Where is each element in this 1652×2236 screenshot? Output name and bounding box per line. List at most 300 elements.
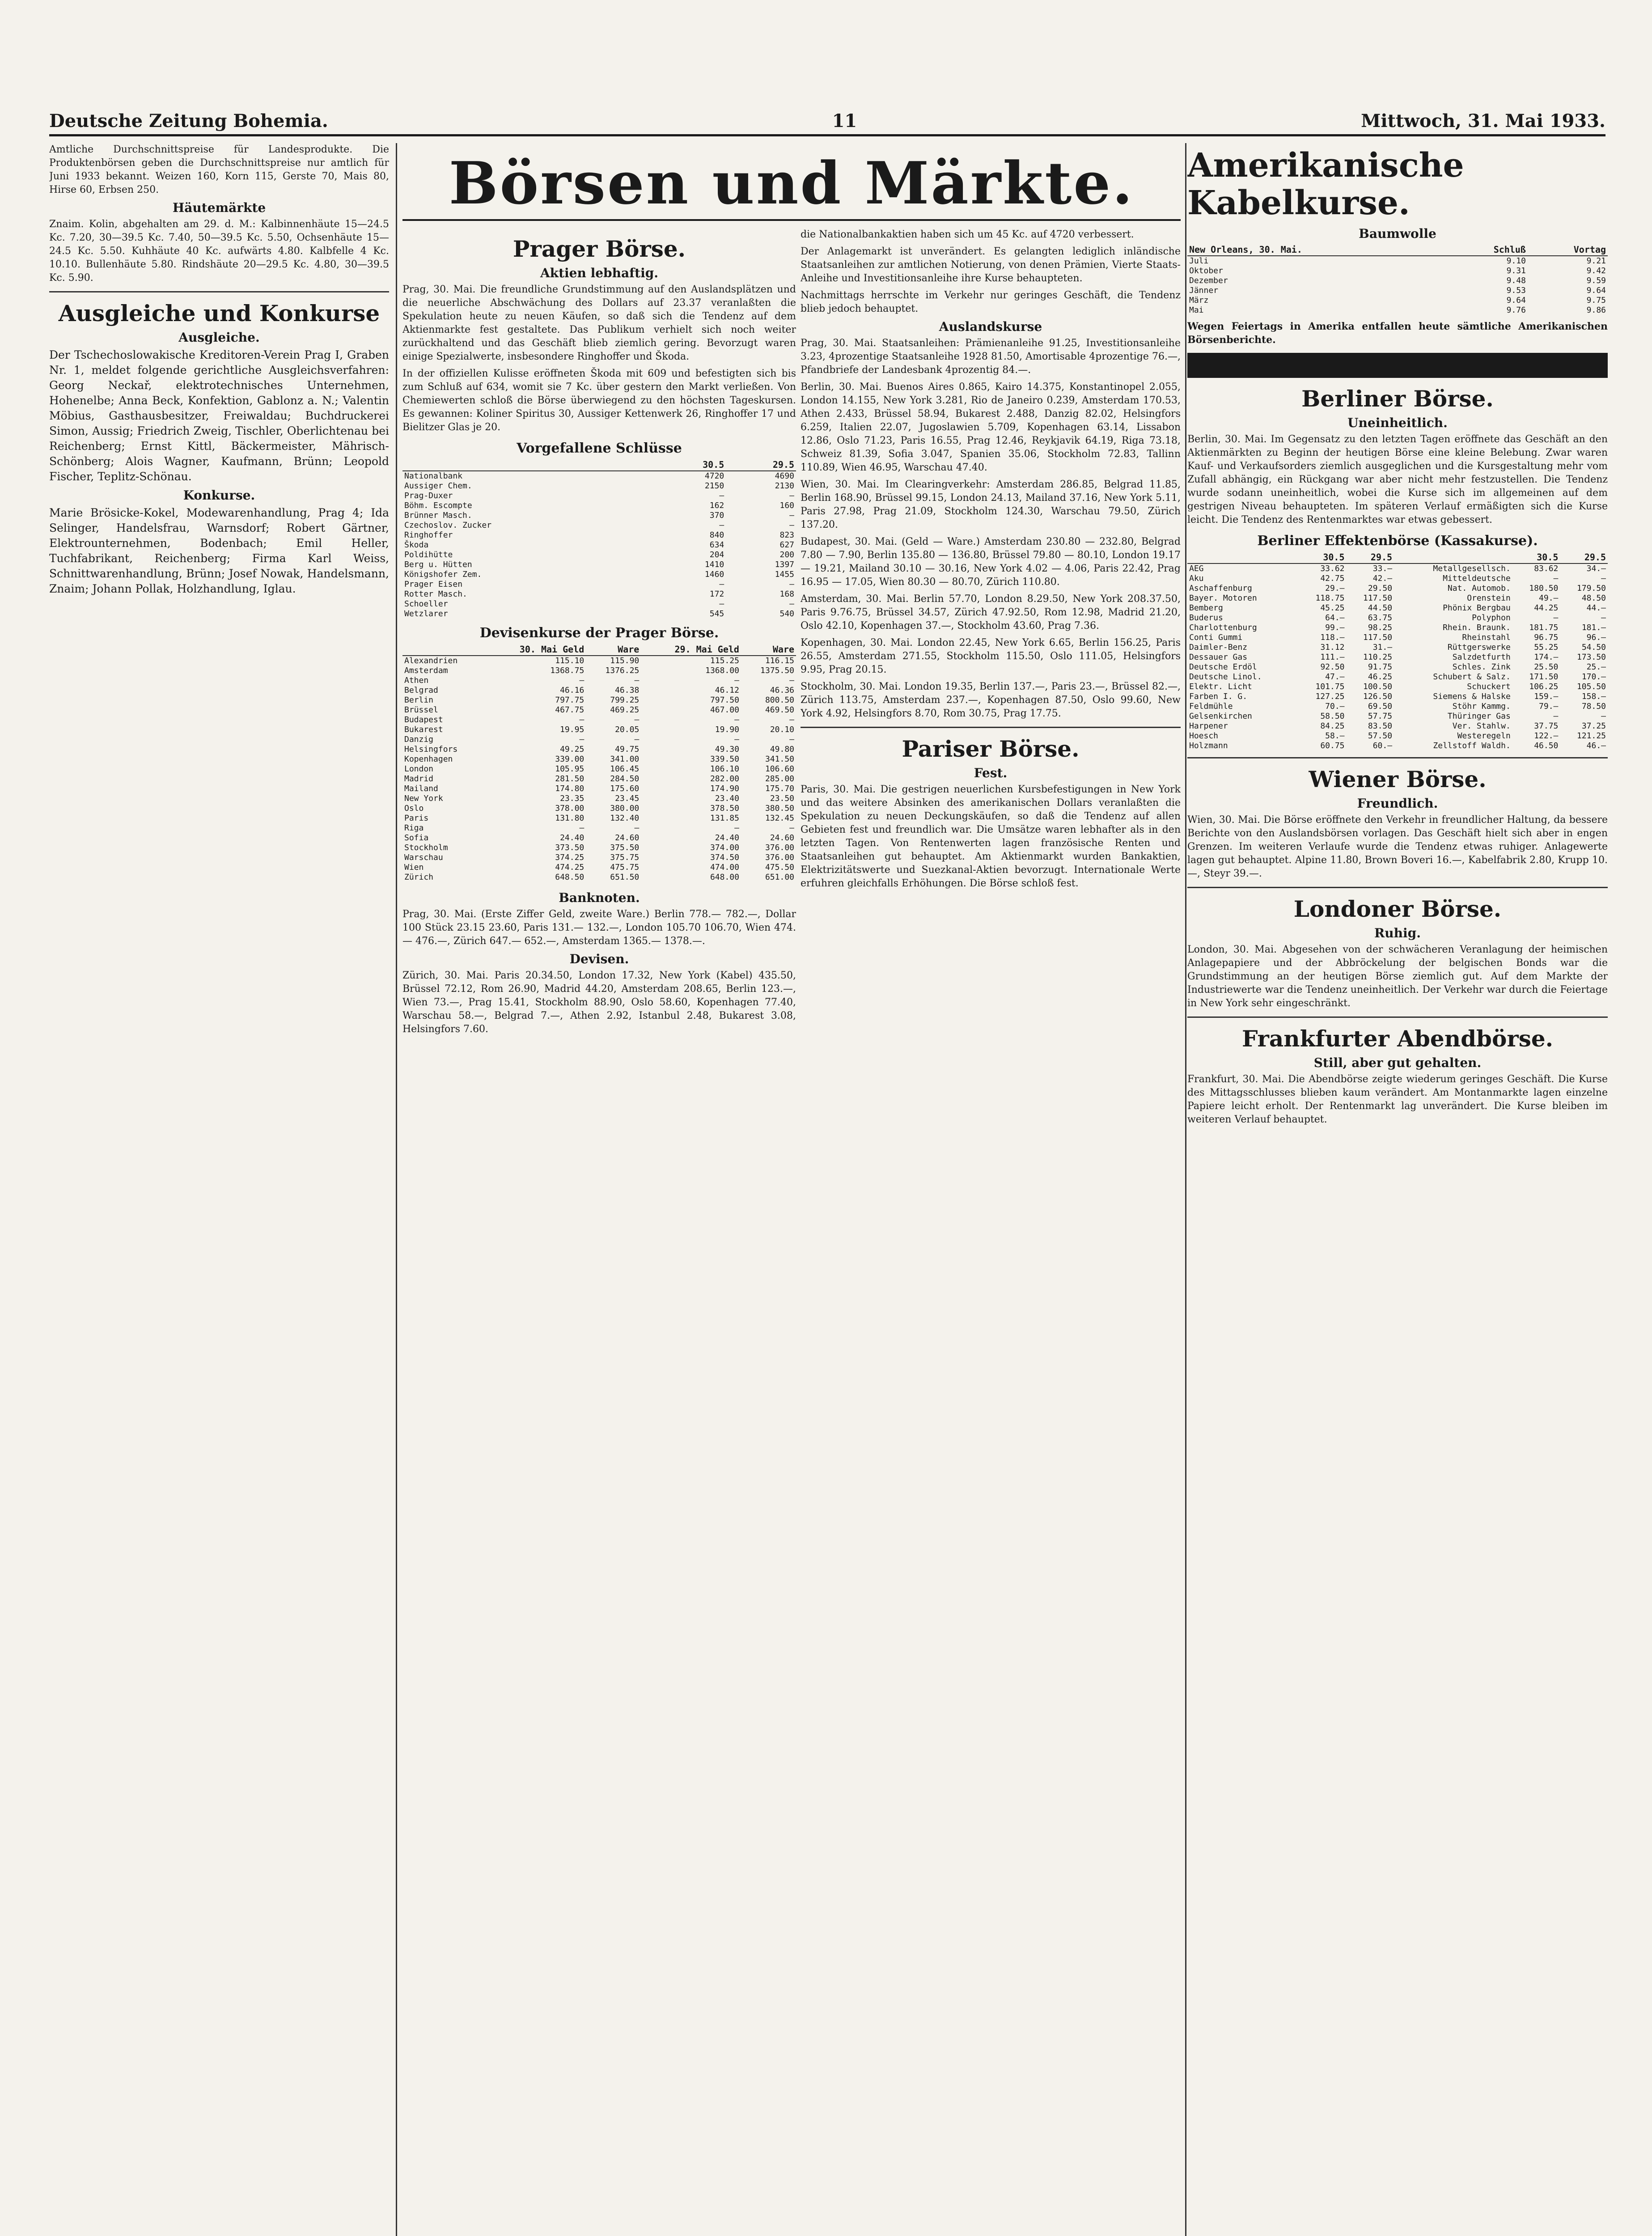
currency-head-cell: Ware <box>741 644 796 656</box>
effect-cell: 106.25 <box>1529 682 1559 691</box>
effect-cell: Schuckert <box>1467 682 1511 691</box>
shares-cell: 1397 <box>775 560 794 569</box>
shares-cell: 634 <box>709 540 724 550</box>
cotton-cell: 9.10 <box>1506 256 1526 266</box>
cotton-row <box>1187 276 1608 286</box>
header-paper-name: Deutsche Zeitung Bohemia. <box>49 110 328 131</box>
shares-cell: — <box>789 521 794 530</box>
currency-cell: 467.00 <box>710 705 739 715</box>
effect-cell: Rhein. Braunk. <box>1443 623 1511 632</box>
shares-cell: Aussiger Chem. <box>404 481 472 491</box>
currency-cell: 475.50 <box>765 863 794 872</box>
cotton-cell: 9.86 <box>1586 305 1606 315</box>
effect-cell: — <box>1601 711 1606 721</box>
currency-cell: — <box>634 676 640 685</box>
effect-cell: Buderus <box>1189 613 1223 623</box>
cotton-row <box>1187 305 1608 315</box>
effect-cell: 37.25 <box>1581 721 1606 731</box>
column-1 <box>49 143 389 2236</box>
currency-cell: Athen <box>404 676 429 685</box>
effect-cell: 105.50 <box>1576 682 1606 691</box>
currency-cell: — <box>789 676 794 685</box>
wien-bourse-subtitle: Freundlich. <box>1357 796 1438 811</box>
currency-cell: — <box>789 735 794 744</box>
effect-cell: 118.— <box>1320 633 1345 642</box>
prague-bourse-title: Prager Börse. <box>513 236 686 262</box>
effect-cell: Deutsche Erdöl <box>1189 662 1257 672</box>
currency-cell: 174.90 <box>710 784 739 793</box>
paris-bourse-text: Paris, 30. Mai. Die gestrigen neuerlichen Kursbefestigungen in New York und das weitere Absinken des amerikanischen Dollars veranlaßten die Spekulation zu neuen Deckungskäufen, so daß die Tendenz auf allen Gebieten fest und freundlich war. Die Umsätze waren lebhafter als in den letzten Tagen. Von Rentenwerten lagen französische Renten und Staatsanleihen gut behauptet. Am Aktienmarkt wurden Bankaktien, Elektrizitätswerte und Suezkanal-Aktien bevorzugt. Internationale Werte erfuhren gleichfalls Erhöhungen. Die Börse schloß fest. <box>801 784 1181 889</box>
prague-bourse-text: Prag, 30. Mai. Die freundliche Grundstimmung auf den Auslandsplätzen und die neuerliche Abschwächung des Dollars auf 23.37 veranlaßten die Spekulation heute zu neuen Käufen, so daß sich die Tendenz auf dem Aktienmarkte fest gestaltete. Das Publikum verhielt sich noch weiter zurückhaltend und das Geschäft blieb ziemlich gering. Bevorzugt waren einige Spezialwerte, insbesondere Ringhoffer und Škoda. <box>402 284 796 362</box>
currency-cell: 341.50 <box>765 754 794 764</box>
paris-bourse-subtitle: Fest. <box>974 766 1008 780</box>
berlin-rates-text: Berlin, 30. Mai. Buenos Aires 0.865, Kairo 14.375, Konstantinopel 2.055, London 14.155, New York 3.281, Rio de Janeiro 0.239, Amsterdam 170.53, Athen 2.433, Brüssel 58.94, Bukarest 2.488, Danzig 82.02, Helsingfors 6.259, Italien 22.07, Jugoslawien 5.709, Kopenhagen 63.14, Lissabon 12.86, Oslo 71.23, Paris 16.55, Prag 12.46, Reykjavik 64.19, Riga 73.18, Schweiz 81.39, Sofia 3.047, Spanien 35.06, Stockholm 72.83, Tallinn 110.89, Wien 46.95, Warschau 47.40. <box>801 381 1181 473</box>
shares-row <box>402 540 796 550</box>
shares-row <box>402 491 796 501</box>
currency-cell: 132.40 <box>610 813 640 823</box>
currency-cell: 46.38 <box>615 686 640 695</box>
currency-cell: 800.50 <box>765 695 794 705</box>
currency-cell: 378.50 <box>710 804 739 813</box>
header-page-number: 11 <box>832 110 857 131</box>
currency-cell: 49.75 <box>615 745 640 754</box>
currency-cell: 46.12 <box>715 686 739 695</box>
effect-cell: Gelsenkirchen <box>1189 711 1252 721</box>
budapest-rates-text: Budapest, 30. Mai. (Geld — Ware.) Amsterdam 230.80 — 232.80, Belgrad 7.80 — 7.90, Berlin 135.80 — 136.80, Brüssel 79.80 — 80.10, London 19.17 — 19.21, Mailand 30.10 — 30.16, New York 4.02 — 4.06, Paris 22.42, Prag 16.95 — 17.05, Wien 80.30 — 80.70, Zürich 110.80. <box>801 536 1181 588</box>
currency-row <box>402 754 796 764</box>
shares-row <box>402 511 796 521</box>
currency-cell: New York <box>404 794 443 803</box>
effect-cell: — <box>1601 574 1606 583</box>
shares-row <box>402 599 796 609</box>
cotton-cell: 9.64 <box>1506 296 1526 305</box>
effect-table <box>1187 551 1608 751</box>
bankruptcy-text: Marie Brösicke-Kokel, Modewarenhandlung, Prag 4; Ida Selinger, Handelsfrau, Warnsdorf; Robert Gärtner, Elektrounternehmen, Bodenbach; Emil Heller, Tuchfabrikant, Reichenberg; Firma Karl Weiss, Schnittwarenhandlung, Brünn; Josef Nowak, Handelsmann, Znaim; Johann Pollak, Holzhandlung, Iglau. <box>49 506 389 595</box>
currency-cell: 175.70 <box>765 784 794 793</box>
effect-cell: 98.25 <box>1368 623 1393 632</box>
effect-cell: 171.50 <box>1529 672 1559 682</box>
currency-row <box>402 764 796 774</box>
shares-cell: 823 <box>779 530 794 540</box>
shares-cell: Škoda <box>404 540 429 550</box>
cotton-cell: 9.64 <box>1586 286 1606 295</box>
column-rule <box>396 143 397 2236</box>
shares-cell: 160 <box>779 501 794 510</box>
effect-cell: Salzdetfurth <box>1452 652 1511 662</box>
effect-cell: Thüringer Gas <box>1447 711 1511 721</box>
paris-bourse-title: Pariser Börse. <box>902 736 1080 762</box>
shares-cell: 840 <box>709 530 724 540</box>
shares-table <box>402 459 796 619</box>
shares-row <box>402 560 796 570</box>
currency-cell: — <box>734 823 739 833</box>
effect-cell: 79.— <box>1539 702 1559 711</box>
effect-row <box>1187 662 1608 672</box>
currency-cell: — <box>634 823 640 833</box>
currency-cell: 380.50 <box>765 804 794 813</box>
shares-row <box>402 471 796 481</box>
currency-cell: Alexandrien <box>404 656 458 665</box>
effect-cell: 122.— <box>1534 731 1559 741</box>
currency-cell: 1376.25 <box>605 666 640 675</box>
effect-cell: Bemberg <box>1189 603 1223 613</box>
currency-cell: 474.00 <box>710 863 739 872</box>
effect-cell: 110.25 <box>1363 652 1393 662</box>
currency-cell: 648.00 <box>710 872 739 882</box>
effect-cell: 46.25 <box>1368 672 1393 682</box>
effect-cell: 60.75 <box>1320 741 1345 750</box>
currency-cell: 105.95 <box>555 764 585 774</box>
currency-cell: — <box>579 823 585 833</box>
effect-cell: 174.— <box>1534 652 1559 662</box>
currency-cell: 24.40 <box>560 833 585 843</box>
effect-cell: 64.— <box>1325 613 1345 623</box>
effect-row <box>1187 574 1608 584</box>
effect-cell: 179.50 <box>1576 584 1606 593</box>
market-intro-text-2: Der Anlagemarkt ist unverändert. Es gelangten lediglich inländische Staatsanleihen zur amtlichen Notierung, von denen Prämien, Vierte Staats-Anleihe und Investitionsanleihe ihre Kurse behaupteten. <box>801 246 1181 284</box>
effect-cell: 46.50 <box>1534 741 1559 750</box>
effect-cell: 83.50 <box>1368 721 1393 731</box>
effect-row <box>1187 711 1608 721</box>
currency-row <box>402 745 796 754</box>
effect-cell: Charlottenburg <box>1189 623 1257 632</box>
cotton-cell: 9.31 <box>1506 266 1526 275</box>
column-2 <box>402 228 796 2236</box>
currency-cell: — <box>734 715 739 724</box>
currency-cell: 116.15 <box>765 656 794 665</box>
effect-cell: 100.50 <box>1363 682 1393 691</box>
effect-cell: 34.— <box>1586 564 1606 573</box>
cotton-label: Baumwolle <box>1359 226 1436 241</box>
shares-head-cell: 30.5 <box>656 459 726 471</box>
currency-cell: Budapest <box>404 715 443 724</box>
currency-cell: 281.50 <box>555 774 585 783</box>
currency-cell: Bukarest <box>404 725 443 734</box>
currency-cell: 115.25 <box>710 656 739 665</box>
effect-row <box>1187 721 1608 731</box>
currency-cell: 1368.00 <box>705 666 739 675</box>
currency-row <box>402 656 796 666</box>
effect-cell: 84.25 <box>1320 721 1345 731</box>
effect-cell: 47.— <box>1325 672 1345 682</box>
shares-cell: Prager Eisen <box>404 580 463 589</box>
effect-cell: 127.25 <box>1315 692 1345 701</box>
effect-cell: 126.50 <box>1363 692 1393 701</box>
effect-cell: 181.75 <box>1529 623 1559 632</box>
effect-row <box>1187 593 1608 603</box>
currency-cell: — <box>579 676 585 685</box>
effect-cell: — <box>1553 711 1559 721</box>
currency-cell: 469.50 <box>765 705 794 715</box>
currency-table <box>402 644 796 882</box>
currency-cell: Wien <box>404 863 424 872</box>
currency-cell: 797.50 <box>710 695 739 705</box>
effect-row <box>1187 702 1608 711</box>
effect-cell: 31.— <box>1372 643 1393 652</box>
cotton-head-cell: Vortag <box>1528 244 1608 256</box>
currency-cell: 1375.50 <box>760 666 794 675</box>
shares-cell: — <box>719 521 724 530</box>
shares-table-title: Vorgefallene Schlüsse <box>517 440 682 456</box>
effect-head-cell <box>1394 551 1512 563</box>
currency-cell: — <box>789 715 794 724</box>
effect-cell: AEG <box>1189 564 1204 573</box>
shares-cell: Böhm. Escompte <box>404 501 472 510</box>
currency-cell: 49.80 <box>770 745 794 754</box>
currency-cell: 49.25 <box>560 745 585 754</box>
effect-cell: 170.— <box>1581 672 1606 682</box>
effect-cell: Aschaffenburg <box>1189 584 1252 593</box>
shares-row <box>402 501 796 511</box>
effect-cell: 159.— <box>1534 692 1559 701</box>
currency-cell: 46.36 <box>770 686 794 695</box>
effect-head-cell <box>1187 551 1299 563</box>
currency-cell: 115.10 <box>555 656 585 665</box>
shares-cell: 168 <box>779 589 794 599</box>
effect-cell: Schles. Zink <box>1452 662 1511 672</box>
bankruptcy-title: Konkurse. <box>183 488 255 503</box>
currency-cell: — <box>634 715 640 724</box>
effect-table-title: Berliner Effektenbörse (Kassakurse). <box>1257 533 1538 549</box>
effect-cell: Holzmann <box>1189 741 1228 750</box>
main-title: Börsen und Märkte. <box>449 149 1135 217</box>
effect-cell: 70.— <box>1325 702 1345 711</box>
cotton-row <box>1187 266 1608 276</box>
effect-cell: 78.50 <box>1581 702 1606 711</box>
currency-cell: 799.25 <box>610 695 640 705</box>
currency-cell: 376.00 <box>765 853 794 862</box>
effect-cell: 44.50 <box>1368 603 1393 613</box>
currency-cell: Kopenhagen <box>404 754 453 764</box>
currency-cell: Helsingfors <box>404 745 458 754</box>
column-4 <box>1187 143 1608 2236</box>
effect-cell: 181.— <box>1581 623 1606 632</box>
effect-cell: Schubert & Salz. <box>1433 672 1511 682</box>
shares-cell: 540 <box>779 609 794 618</box>
effect-cell: Conti Gummi <box>1189 633 1243 642</box>
effect-cell: 55.25 <box>1534 643 1559 652</box>
effect-cell: Deutsche Linol. <box>1189 672 1262 682</box>
currency-cell: 24.60 <box>615 833 640 843</box>
effect-cell: Feldmühle <box>1189 702 1233 711</box>
effect-cell: Zellstoff Waldh. <box>1433 741 1511 750</box>
shares-cell: 2130 <box>775 481 794 491</box>
effect-cell: Westeregeln <box>1457 731 1511 741</box>
currency-row <box>402 695 796 705</box>
currency-cell: 106.10 <box>710 764 739 774</box>
effect-cell: Rheinstahl <box>1462 633 1511 642</box>
effect-cell: 173.50 <box>1576 652 1606 662</box>
cotton-cell: 9.53 <box>1506 286 1526 295</box>
currency-cell: Riga <box>404 823 424 833</box>
currency-row <box>402 813 796 823</box>
effect-cell: Nat. Automob. <box>1447 584 1511 593</box>
currency-cell: 23.45 <box>615 794 640 803</box>
effect-cell: 29.— <box>1325 584 1345 593</box>
currency-cell: London <box>404 764 434 774</box>
prague-bourse-subtitle: Aktien lebhaftig. <box>540 266 659 280</box>
shares-cell: — <box>789 599 794 609</box>
currency-cell: 475.75 <box>610 863 640 872</box>
produce-prices-text: Amtliche Durchschnittspreise für Landesprodukte. Die Produktenbörsen geben die Durchschnittspreise nur amtlich für Juni 1933 bekannt. Weizen 160, Korn 115, Gerste 70, Mais 80, Hirse 60, Erbsen 250. <box>49 144 389 195</box>
cotton-cell: 9.42 <box>1586 266 1606 275</box>
currency-cell: 374.50 <box>710 853 739 862</box>
title-rule <box>402 219 1181 221</box>
currency-cell: 374.00 <box>710 843 739 852</box>
currency-cell: 24.60 <box>770 833 794 843</box>
currency-row <box>402 666 796 676</box>
wien-bourse-title: Wiener Börse. <box>1309 766 1487 792</box>
effect-row <box>1187 731 1608 741</box>
effect-cell: 101.75 <box>1315 682 1345 691</box>
effect-row <box>1187 603 1608 613</box>
cotton-cell: Juli <box>1189 256 1209 266</box>
shares-cell: Nationalbank <box>404 471 463 481</box>
shares-cell: 2150 <box>704 481 724 491</box>
currency-head-cell: 29. Mai Geld <box>641 644 741 656</box>
effect-cell: Mitteldeutsche <box>1443 574 1511 583</box>
effect-row <box>1187 633 1608 643</box>
currency-row <box>402 833 796 843</box>
shares-cell: Czechoslov. Zucker <box>404 521 492 530</box>
effect-cell: Orenstein <box>1467 593 1511 603</box>
shares-row <box>402 589 796 599</box>
cotton-head-cell: Schluß <box>1448 244 1528 256</box>
cotton-cell: Oktober <box>1189 266 1223 275</box>
currency-row <box>402 774 796 784</box>
effect-head-cell: 29.5 <box>1347 551 1394 563</box>
currency-cell: 24.40 <box>715 833 739 843</box>
shares-cell: 4690 <box>775 471 794 481</box>
berlin-bourse-text: Berlin, 30. Mai. Im Gegensatz zu den letzten Tagen eröffnete das Geschäft an den Aktienmärkten zu Beginn der heutigen Börse eine kleine Belebung. Zwar waren Kauf- und Verkaufsorders ziemlich ausgeglichen und die Kursgestaltung mehr vom Zufall abhängig, ein Rückgang war aber nicht mehr festzustellen. Die Tendenz wurde sodann uneinheitlich, wobei die Kurse sich im allgemeinen auf dem gestrigen Niveau behaupteten. Im späteren Verlauf ermäßigten sich die Kurse leicht. Die Tendenz des Rentenmarktes war etwas gebessert. <box>1187 434 1608 525</box>
currency-cell: 285.00 <box>765 774 794 783</box>
effect-row <box>1187 563 1608 574</box>
shares-row <box>402 481 796 491</box>
effect-row <box>1187 643 1608 652</box>
shares-cell: 162 <box>709 501 724 510</box>
shares-cell: — <box>789 511 794 520</box>
currency-row <box>402 804 796 813</box>
currency-head-cell: 30. Mai Geld <box>486 644 586 656</box>
currency-cell: 23.50 <box>770 794 794 803</box>
currency-cell: 651.50 <box>610 872 640 882</box>
effect-cell: 99.— <box>1325 623 1345 632</box>
page-header <box>49 107 1605 136</box>
banknotes-text: Prag, 30. Mai. (Erste Ziffer Geld, zweite Ware.) Berlin 778.— 782.—, Dollar 100 Stück 23.15 23.60, Paris 131.— 132.—, London 105.70 106.70, Wien 474.— 476.—, Zürich 647.— 652.—, Amsterdam 1365.— 1378.—. <box>402 909 796 947</box>
currency-row <box>402 784 796 794</box>
effect-head-cell: 30.5 <box>1299 551 1347 563</box>
effect-cell: 37.75 <box>1534 721 1559 731</box>
shares-cell: Königshofer Zem. <box>404 570 482 579</box>
effect-cell: 121.25 <box>1576 731 1606 741</box>
bourse-text: Nachmittags herrschte im Verkehr nur geringes Geschäft, die Tendenz blieb jedoch behauptet. <box>801 290 1181 314</box>
devisen-title: Devisen. <box>569 952 629 966</box>
currency-cell: Danzig <box>404 735 434 744</box>
effect-cell: 117.50 <box>1363 593 1393 603</box>
effect-cell: 91.75 <box>1368 662 1393 672</box>
effect-cell: 69.50 <box>1368 702 1393 711</box>
wien-bourse-text: Wien, 30. Mai. Die Börse eröffnete den Verkehr in freundlicher Haltung, da bessere Berichte von den Auslandsbörsen vorlagen. Das Geschäft hielt sich aber in engen Grenzen. Im weiteren Verlaufe wurde die Tendenz etwas ruhiger. Anlagewerte lagen gut behauptet. Alpine 11.80, Brown Boveri 16.—, Kabelfabrik 2.80, Krupp 10.—, Steyr 39.—. <box>1187 814 1608 879</box>
effect-row <box>1187 623 1608 633</box>
cotton-row <box>1187 296 1608 305</box>
effect-cell: 29.50 <box>1368 584 1393 593</box>
effect-cell: 96.75 <box>1534 633 1559 642</box>
currency-cell: 282.00 <box>710 774 739 783</box>
currency-row <box>402 705 796 715</box>
currency-cell: — <box>789 823 794 833</box>
currency-cell: Amsterdam <box>404 666 448 675</box>
shares-cell: Poldihütte <box>404 550 453 559</box>
berlin-bourse-subtitle: Uneinheitlich. <box>1347 415 1448 430</box>
shares-cell: Brünner Masch. <box>404 511 472 520</box>
currency-cell: — <box>734 676 739 685</box>
effect-cell: — <box>1601 613 1606 623</box>
currency-row <box>402 853 796 863</box>
currency-cell: 378.00 <box>555 804 585 813</box>
kopenhagen-rates-text: Kopenhagen, 30. Mai. London 22.45, New York 6.65, Berlin 156.25, Paris 26.55, Amsterdam 271.55, Stockholm 115.50, Oslo 111.05, Helsingfors 9.95, Prag 20.15. <box>801 637 1181 675</box>
currency-cell: 375.75 <box>610 853 640 862</box>
effect-cell: 83.62 <box>1534 564 1559 573</box>
london-bourse-title: Londoner Börse. <box>1293 896 1502 922</box>
effect-cell: 63.75 <box>1368 613 1393 623</box>
shares-cell: Berg u. Hütten <box>404 560 472 569</box>
effect-head-cell: 29.5 <box>1560 551 1608 563</box>
effect-cell: 48.50 <box>1581 593 1606 603</box>
effect-cell: 180.50 <box>1529 584 1559 593</box>
currency-cell: 131.85 <box>710 813 739 823</box>
shares-head-cell: 29.5 <box>726 459 796 471</box>
currency-cell: — <box>579 715 585 724</box>
shares-cell: 1410 <box>704 560 724 569</box>
cotton-row <box>1187 256 1608 266</box>
currency-cell: 131.80 <box>555 813 585 823</box>
effect-cell: 44.25 <box>1534 603 1559 613</box>
currency-cell: 49.30 <box>715 745 739 754</box>
effect-cell: 58.— <box>1325 731 1345 741</box>
cotton-cell: 9.75 <box>1586 296 1606 305</box>
cotton-cell: Jänner <box>1189 286 1219 295</box>
effect-cell: Siemens & Halske <box>1433 692 1511 701</box>
effect-row <box>1187 613 1608 623</box>
currency-cell: 174.80 <box>555 784 585 793</box>
cotton-head-cell: New Orleans, 30. Mai. <box>1187 244 1448 256</box>
effect-cell: 54.50 <box>1581 643 1606 652</box>
currency-cell: Berlin <box>404 695 434 705</box>
currency-cell: 341.00 <box>610 754 640 764</box>
shares-cell: 1460 <box>704 570 724 579</box>
divider <box>801 727 1181 728</box>
currency-cell: 376.00 <box>765 843 794 852</box>
shares-cell: Wetzlarer <box>404 609 448 618</box>
effect-cell: 44.— <box>1586 603 1606 613</box>
currency-cell: 23.40 <box>715 794 739 803</box>
currency-cell: Sofia <box>404 833 429 843</box>
effect-cell: 60.— <box>1372 741 1393 750</box>
cotton-cell: Mai <box>1189 305 1204 315</box>
currency-cell: 46.16 <box>560 686 585 695</box>
effect-cell: 45.25 <box>1320 603 1345 613</box>
effect-cell: 57.50 <box>1368 731 1393 741</box>
currency-cell: — <box>734 735 739 744</box>
effect-cell: 33.62 <box>1320 564 1345 573</box>
effect-cell: Dessauer Gas <box>1189 652 1248 662</box>
effect-cell: Bayer. Motoren <box>1189 593 1257 603</box>
effect-cell: 117.50 <box>1363 633 1393 642</box>
currency-row <box>402 794 796 804</box>
effect-cell: Stöhr Kammg. <box>1452 702 1511 711</box>
effect-cell: 158.— <box>1581 692 1606 701</box>
divider <box>1187 887 1608 888</box>
